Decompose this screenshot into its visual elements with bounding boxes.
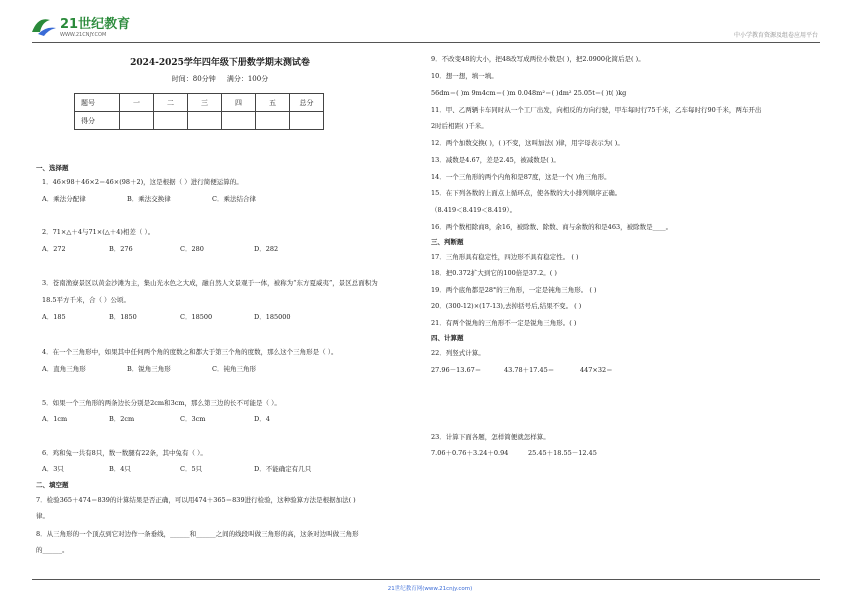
question-10: 10．想一想，填一填。 — [431, 72, 498, 80]
table-cell[interactable] — [290, 112, 324, 130]
footer-divider — [32, 579, 820, 580]
exam-subtitle — [70, 74, 370, 84]
option[interactable]: A．1cm — [42, 415, 68, 423]
table-cell: 五 — [256, 94, 290, 112]
table-cell[interactable] — [188, 112, 222, 130]
calc-item: 25.45＋18.55－12.45 — [528, 449, 597, 457]
table-cell: 一 — [120, 94, 154, 112]
table-cell[interactable] — [256, 112, 290, 130]
question-17: 17．三角形具有稳定性，四边形不具有稳定性。 ( ) — [431, 253, 579, 261]
option[interactable]: D．4 — [254, 415, 270, 423]
option[interactable]: C．钝角三角形 — [212, 365, 256, 373]
table-cell: 四 — [222, 94, 256, 112]
table-cell: 二 — [154, 94, 188, 112]
question-19: 19．两个底角都是28°的三角形，一定是钝角三角形。 ( ) — [431, 286, 597, 294]
table-cell: 三 — [188, 94, 222, 112]
option[interactable]: A．185 — [42, 313, 66, 321]
option[interactable]: C．3cm — [180, 415, 206, 423]
option[interactable]: A．272 — [42, 245, 66, 253]
score-table — [74, 93, 324, 130]
header-divider — [32, 42, 820, 43]
question-23: 23．计算下面各题，怎样简便就怎样算。 — [431, 433, 550, 441]
option[interactable]: C．280 — [180, 245, 204, 253]
question-16: 16．两个数相除商8，余16，被除数、除数、商与余数的和是463，被除数是____。 — [431, 223, 673, 231]
svg-text:WWW.21CNJY.COM: WWW.21CNJY.COM — [60, 32, 107, 38]
option[interactable]: B．乘法交换律 — [127, 195, 171, 203]
table-cell: 总分 — [290, 94, 324, 112]
option[interactable]: D．不能确定有几只 — [254, 465, 312, 473]
question-5: 5．如果一个三角形的两条边长分别是2cm和3cm，那么第三边的长不可能是（ ）。 — [42, 399, 281, 407]
option[interactable]: B．4只 — [109, 465, 131, 473]
question-3: 3．苍南渔寮景区以黄金沙滩为主，集山光水色之大成，融自然人文景观于一体，被称为“东方夏威夷”，景区总面积为 — [42, 279, 378, 287]
option[interactable]: C．乘法结合律 — [212, 195, 256, 203]
option[interactable]: B．锐角三角形 — [127, 365, 171, 373]
table-cell: 得分 — [75, 112, 120, 130]
question-1: 1．46×98＋46×2＝46×(98＋2)，这是根据（ ）进行简便运算的。 — [42, 178, 243, 186]
exam-title: 2024-2025学年四年级下册数学期末测试卷 — [130, 58, 310, 68]
calc-item: 7.06＋0.76＋3.24＋0.94 — [431, 449, 509, 457]
score-table-row — [75, 112, 324, 130]
question-7-cont: 律。 — [36, 512, 49, 520]
question-11: 11．甲、乙两辆卡车同时从一个工厂出发，向相反的方向行驶，甲车每时行75千米，乙车每时行90千米，两车开出 — [431, 106, 762, 114]
section-heading: 二、填空题 — [36, 481, 69, 489]
option[interactable]: B．2cm — [109, 415, 135, 423]
table-cell[interactable] — [154, 112, 188, 130]
question-10-blanks: 56dm＝( )m 9m4cm＝( )m 0.048m²＝( )dm² 25.05t＝( )t( )kg — [431, 89, 627, 97]
question-12: 12．两个加数交换( )，( )不变，这叫加法( )律，用字母表示为( )。 — [431, 139, 624, 147]
question-8: 8．从三角形的一个顶点到它对边作一条垂线，______和______之间的线段叫做三角形的高，这条对边叫做三角形 — [36, 530, 359, 538]
section-heading: 一、选择题 — [36, 164, 69, 172]
logo-graphic — [28, 12, 148, 40]
question-15-cont: （8.419＜8.419＜8.419）。 — [431, 206, 517, 214]
table-cell: 题号 — [75, 94, 120, 112]
question-7: 7．检验365＋474＝839的计算结果是否正确，可以用474＋365＝839进行检验，这种验算方法是根据加法( ) — [36, 496, 356, 504]
option[interactable]: A．3只 — [42, 465, 64, 473]
svg-text:21世纪教育: 21世纪教育 — [60, 17, 131, 32]
option[interactable]: D．282 — [254, 245, 279, 253]
question-15: 15．在下列各数的上面点上循环点，使各数的大小排列顺序正确。 — [431, 189, 622, 197]
option[interactable]: A．直角三角形 — [42, 365, 86, 373]
question-6: 6．鸡和兔一共有8只，数一数腿有22条，其中兔有（ ）。 — [42, 449, 207, 457]
score-table-header — [75, 94, 324, 112]
section-heading: 四、计算题 — [431, 334, 464, 342]
question-13: 13．减数是4.67，差是2.45，被减数是( )。 — [431, 156, 560, 164]
question-22: 22．列竖式计算。 — [431, 349, 485, 357]
option[interactable]: A．乘法分配律 — [42, 195, 86, 203]
option[interactable]: B．276 — [109, 245, 133, 253]
question-3-cont: 18.5平方千米，合（ ）公顷。 — [42, 296, 131, 304]
calc-item: 447×32＝ — [580, 366, 613, 374]
footer-link[interactable]: 21世纪教育网(www.21cnjy.com) — [387, 586, 473, 592]
question-18: 18．把0.372扩大到它的100倍是37.2。( ) — [431, 269, 557, 277]
exam-score: 满分：100分 — [226, 75, 269, 83]
option[interactable]: D．185000 — [254, 313, 291, 321]
question-4: 4．在一个三角形中，如果其中任何两个角的度数之和都大于第三个角的度数，那么这个三角形是（ ）。 — [42, 348, 338, 356]
question-2: 2．71×△＋4与71×(△＋4)相差（ ）。 — [42, 228, 155, 236]
question-11-cont: 2时后相距( )千米。 — [431, 122, 488, 130]
exam-time: 时间：80分钟 — [171, 75, 216, 83]
option[interactable]: C．5只 — [180, 465, 203, 473]
table-cell[interactable] — [120, 112, 154, 130]
question-8-cont: 的______。 — [36, 546, 69, 554]
logo — [28, 12, 148, 40]
question-9: 9．不改变48的大小，把48改写成两位小数是( )，把2.0900化简后是( )。 — [431, 55, 645, 63]
table-cell[interactable] — [222, 112, 256, 130]
option[interactable]: C．18500 — [180, 313, 213, 321]
calc-item: 27.96－13.67＝ — [431, 366, 482, 374]
question-20: 20．(300-12)×(17-13),去掉括号后,结果不变。 ( ) — [431, 302, 582, 310]
header-platform-text: 中小学教育资源及组卷应用平台 — [733, 32, 818, 39]
option[interactable]: B．1850 — [109, 313, 137, 321]
section-heading: 三、判断题 — [431, 238, 464, 246]
question-14: 14．一个三角形的两个内角和是87度，这是一个( )角三角形。 — [431, 173, 611, 181]
calc-item: 43.78＋17.45＝ — [504, 366, 555, 374]
question-21: 21．有两个锐角的三角形不一定是锐角三角形。( ) — [431, 319, 577, 327]
